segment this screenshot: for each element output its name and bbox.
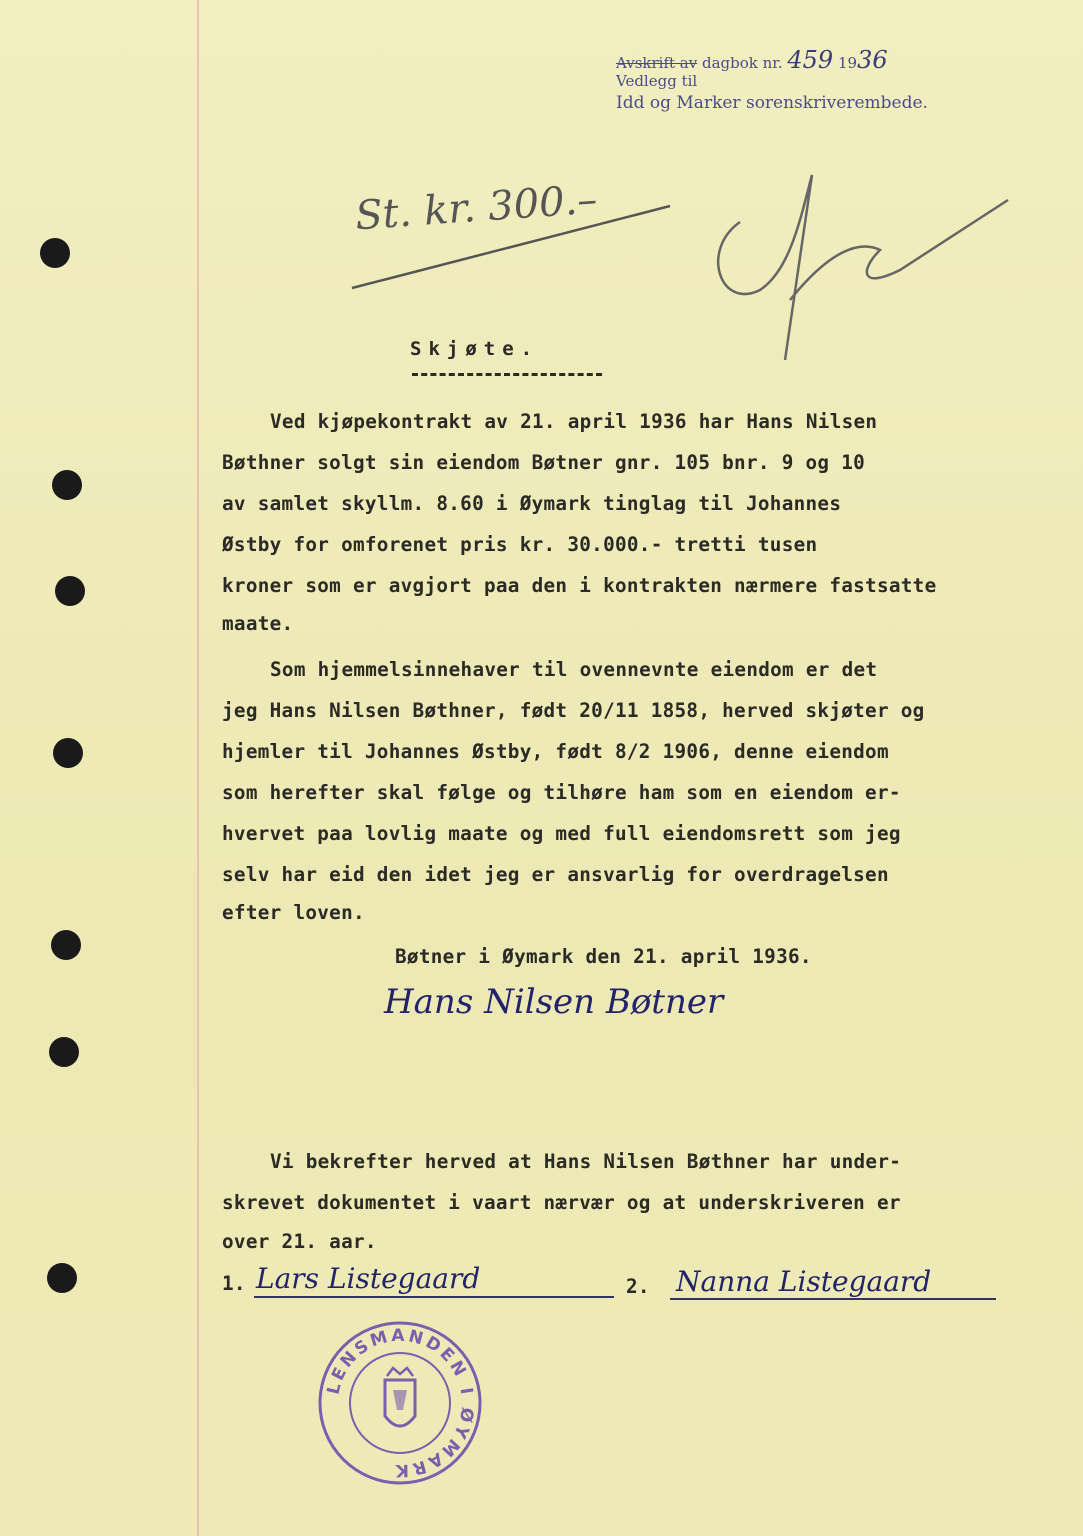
text-line: Ved kjøpekontrakt av 21. april 1936 har Hans Nilsen <box>270 410 878 433</box>
witness-2-line <box>670 1298 996 1300</box>
title-underline <box>412 373 602 376</box>
text-line: skrevet dokumentet i vaart nærvær og at underskriveren er <box>222 1191 901 1214</box>
header-year-prefix: 19 <box>837 54 858 72</box>
text-line: Østby for omforenet pris kr. 30.000.- tretti tusen <box>222 533 818 556</box>
official-seal-stamp <box>315 1318 485 1488</box>
text-line: hjemler til Johannes Østby, født 8/2 1906, denne eiendom <box>222 740 889 763</box>
text-line: Bøthner solgt sin eiendom Bøtner gnr. 105 bnr. 9 og 10 <box>222 451 866 474</box>
punch-hole <box>55 576 85 606</box>
text-line: Som hjemmelsinnehaver til ovennevnte eiendom er det <box>270 658 878 681</box>
text-line: av samlet skyllm. 8.60 i Øymark tinglag til Johannes <box>222 492 842 515</box>
header-line-2: Vedlegg til <box>616 72 698 90</box>
text-line: efter loven. <box>222 901 365 924</box>
document-title: Skjøte. <box>410 338 540 360</box>
witness-2-signature: Nanna Listegaard <box>676 1265 932 1298</box>
header-dagbok-label: dagbok nr. <box>702 54 783 72</box>
text-line: som herefter skal følge og tilhøre ham som en eiendom er- <box>222 781 901 804</box>
header-struck-text: Avskrift av <box>616 54 698 72</box>
text-line: over 21. aar. <box>222 1230 377 1253</box>
text-line: selv har eid den idet jeg er ansvarlig for overdragelsen <box>222 863 889 886</box>
punch-hole <box>51 930 81 960</box>
pencil-fee-note: St. kr. 300.– <box>353 176 599 240</box>
punch-hole <box>49 1037 79 1067</box>
text-line: Vi bekrefter herved at Hans Nilsen Bøthner har under- <box>270 1150 902 1173</box>
text-line: jeg Hans Nilsen Bøthner, født 20/11 1858, herved skjøter og <box>222 699 925 722</box>
punch-hole <box>52 470 82 500</box>
punch-hole <box>47 1263 77 1293</box>
header-year-suffix: 36 <box>857 46 888 74</box>
witness-1-number: 1. <box>222 1272 246 1295</box>
witness-1-signature: Lars Listegaard <box>256 1262 481 1295</box>
witness-2-number: 2. <box>626 1275 650 1298</box>
header-dagbok-number: 459 <box>787 46 834 74</box>
place-date: Bøtner i Øymark den 21. april 1936. <box>395 945 812 968</box>
punch-hole <box>53 738 83 768</box>
pencil-marks <box>0 0 1083 400</box>
text-line: maate. <box>222 612 294 635</box>
witness-1-line <box>254 1296 614 1298</box>
seller-signature: Hans Nilsen Bøtner <box>384 982 724 1022</box>
header-line-3: Idd og Marker sorenskriverembede. <box>616 93 928 113</box>
text-line: kroner som er avgjort paa den i kontrakten nærmere fastsatte <box>222 574 937 597</box>
text-line: hvervet paa lovlig maate og med full eiendomsrett som jeg <box>222 822 901 845</box>
seal-text: LENSMANDEN I ØYMARK <box>323 1325 478 1481</box>
